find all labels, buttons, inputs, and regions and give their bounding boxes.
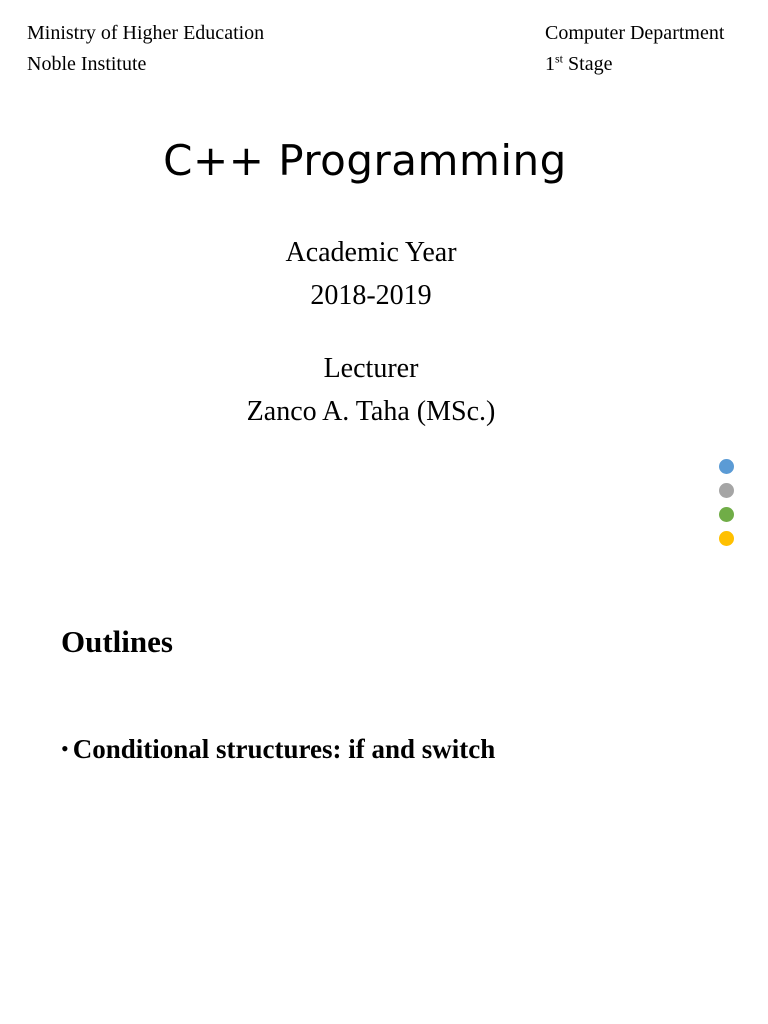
lecturer-label: Lecturer	[323, 353, 419, 384]
blue-dot-icon	[719, 459, 734, 474]
lecturer-block	[0, 347, 742, 433]
outline-item	[61, 731, 495, 769]
department-text: Computer Department	[545, 22, 725, 44]
academic-year-block	[0, 231, 742, 317]
institute-text: Noble Institute	[27, 53, 147, 75]
outlines-heading: Outlines	[61, 624, 173, 659]
lecturer-name: Zanco A. Taha (MSc.)	[246, 396, 496, 427]
ministry-text: Ministry of Higher Education	[27, 22, 265, 44]
stage-label: Stage	[563, 53, 613, 75]
academic-year-label: Academic Year	[285, 237, 457, 268]
header-left	[27, 18, 264, 80]
document-title: C++ Programming	[163, 136, 567, 185]
outline-item-text: Conditional structures: if and switch	[72, 734, 496, 764]
academic-year-value: 2018-2019	[310, 280, 432, 311]
yellow-dot-icon	[719, 531, 734, 546]
decorative-dots	[719, 459, 734, 555]
bullet-icon: •	[61, 736, 69, 761]
stage-ordinal-suffix: st	[555, 51, 564, 66]
stage-number: 1	[545, 53, 555, 75]
gray-dot-icon	[719, 483, 734, 498]
green-dot-icon	[719, 507, 734, 522]
stage-text	[545, 49, 724, 80]
header-right	[545, 18, 724, 80]
